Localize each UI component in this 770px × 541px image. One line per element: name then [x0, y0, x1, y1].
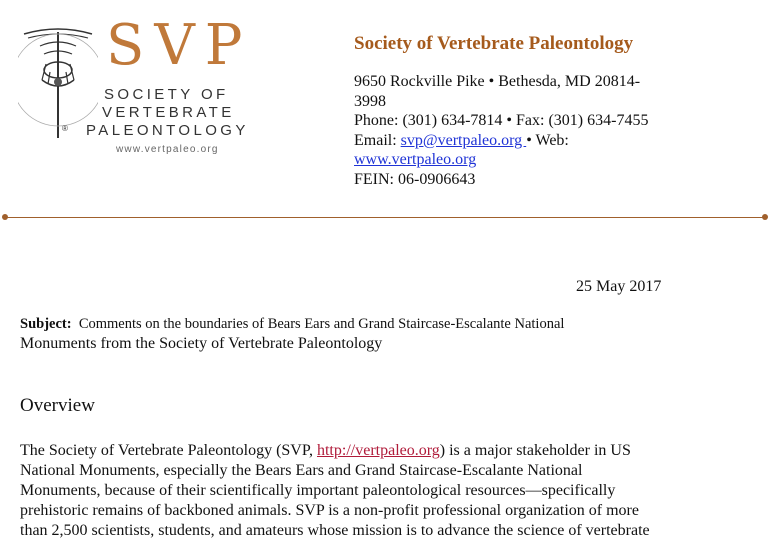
subject-block — [20, 314, 720, 354]
logo-line-3: PALEONTOLOGY — [86, 122, 249, 139]
header-divider — [5, 217, 765, 218]
web-label: • Web: — [526, 131, 569, 149]
para-line-4: prehistoric remains of backboned animals. SVP is a non-profit professional organization of more — [20, 502, 639, 519]
logo-website: www.vertpaleo.org — [116, 144, 219, 155]
section-heading-overview: Overview — [20, 395, 95, 416]
subject-line-2: Monuments from the Society of Vertebrate Paleontology — [20, 335, 383, 352]
para-line-5: than 2,500 scientists, students, and amateurs whose mission is to advance the science of vertebrate — [20, 522, 650, 539]
email-link[interactable]: svp@vertpaleo.org — [400, 131, 527, 149]
website-line — [354, 150, 684, 170]
para-line-3: Monuments, because of their scientifically important paleontological resources—specifically — [20, 482, 616, 499]
para-line-1-start: The Society of Vertebrate Paleontology (SVP, — [20, 442, 317, 459]
address-line-1: 9650 Rockville Pike • Bethesda, MD 20814- — [354, 73, 641, 90]
para-line-2: National Monuments, especially the Bears Ears and Grand Staircase-Escalante National — [20, 462, 583, 479]
svp-url-link[interactable]: http://vertpaleo.org — [316, 442, 440, 459]
email-web-line — [354, 131, 684, 151]
email-label: Email: — [354, 131, 401, 149]
fein: FEIN: 06-0906643 — [354, 170, 476, 188]
svp-logo — [18, 13, 268, 160]
address-line-2: 3998 — [354, 92, 386, 110]
subject-line-1: Comments on the boundaries of Bears Ears and Grand Staircase-Escalante National — [78, 316, 565, 332]
registered-mark: ® — [62, 124, 68, 133]
para-line-1 — [20, 441, 750, 461]
overview-paragraph — [20, 441, 750, 541]
org-name-heading: Society of Vertebrate Paleontology — [354, 33, 634, 54]
logo-acronym: SVP — [106, 13, 253, 78]
letter-date: 25 May 2017 — [576, 278, 662, 295]
contact-block — [354, 72, 684, 189]
logo-line-2: VERTEBRATE — [102, 104, 235, 121]
phone-fax: Phone: (301) 634-7814 • Fax: (301) 634-7455 — [354, 112, 649, 129]
divider-right-dot — [762, 214, 768, 220]
logo-line-1: SOCIETY OF — [104, 86, 229, 103]
website-link[interactable]: www.vertpaleo.org — [354, 151, 477, 168]
divider-left-dot — [2, 214, 8, 220]
subject-label: Subject: — [20, 316, 72, 332]
para-line-1-end: ) is a major stakeholder in US — [439, 442, 631, 459]
